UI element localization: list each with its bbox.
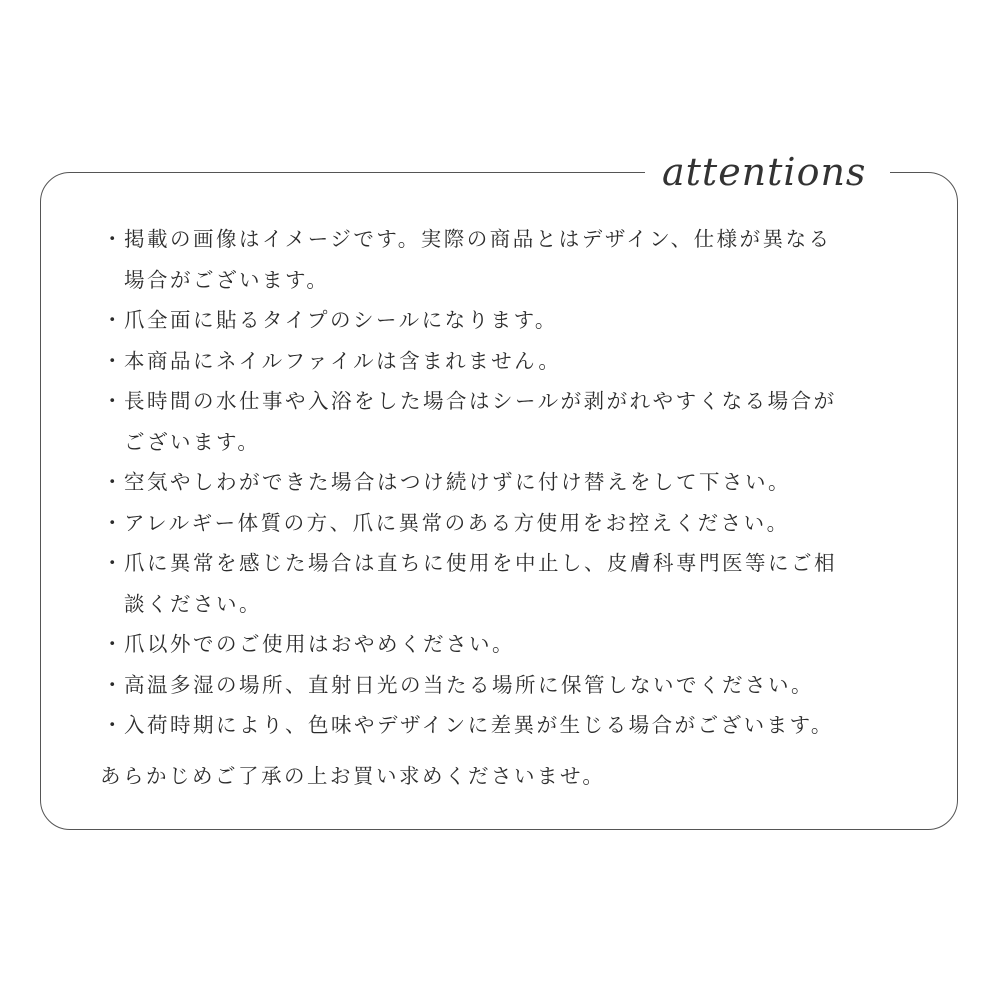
bullet: ・ (102, 672, 125, 697)
notice-item (100, 462, 910, 503)
bullet: ・ (102, 348, 125, 373)
bullet: ・ (102, 551, 125, 575)
notice-item (100, 341, 910, 382)
notice-item (100, 665, 910, 706)
closing-text: あらかじめご了承の上お買い求めくださいませ。 (100, 764, 606, 788)
notice-text: 高温多湿の場所、直射日光の当たる場所に保管しないでください。 (124, 672, 814, 697)
notice-text: 空気やしわができた場合はつけ続けずに付け替えをして下さい。 (124, 470, 791, 494)
notice-text: 爪に異常を感じた場合は直ちに使用を中止し、皮膚科専門医等にご相 談ください。 (124, 551, 837, 616)
attentions-title: attentions (662, 150, 867, 194)
bullet: ・ (102, 713, 125, 737)
bullet: ・ (102, 632, 125, 656)
notice-text: 本商品にネイルファイルは含まれません。 (124, 348, 562, 373)
notice-item (100, 381, 910, 462)
notice-item (100, 503, 910, 544)
notice-list (100, 219, 910, 746)
notice-item (100, 300, 910, 341)
bullet: ・ (102, 510, 125, 535)
notice-item (100, 219, 910, 300)
bullet: ・ (102, 470, 125, 494)
notice-text: 爪全面に貼るタイプのシールになります。 (124, 308, 558, 332)
notice-text: 入荷時期により、色味やデザインに差異が生じる場合がございます。 (124, 713, 834, 737)
bullet: ・ (102, 389, 125, 413)
notice-text: 爪以外でのご使用はおやめください。 (124, 632, 515, 656)
notice-item (100, 624, 910, 665)
notice-text: アレルギー体質の方、爪に異常のある方使用をお控えください。 (124, 510, 790, 535)
notice-item (100, 705, 910, 746)
notice-item (100, 543, 910, 624)
notice-text: 掲載の画像はイメージです。実際の商品とはデザイン、仕様が異なる 場合がございます。 (124, 227, 832, 292)
bullet: ・ (102, 227, 125, 251)
notice-text: 長時間の水仕事や入浴をした場合はシールが剥がれやすくなる場合が ございます。 (124, 389, 837, 454)
bullet: ・ (102, 308, 125, 332)
